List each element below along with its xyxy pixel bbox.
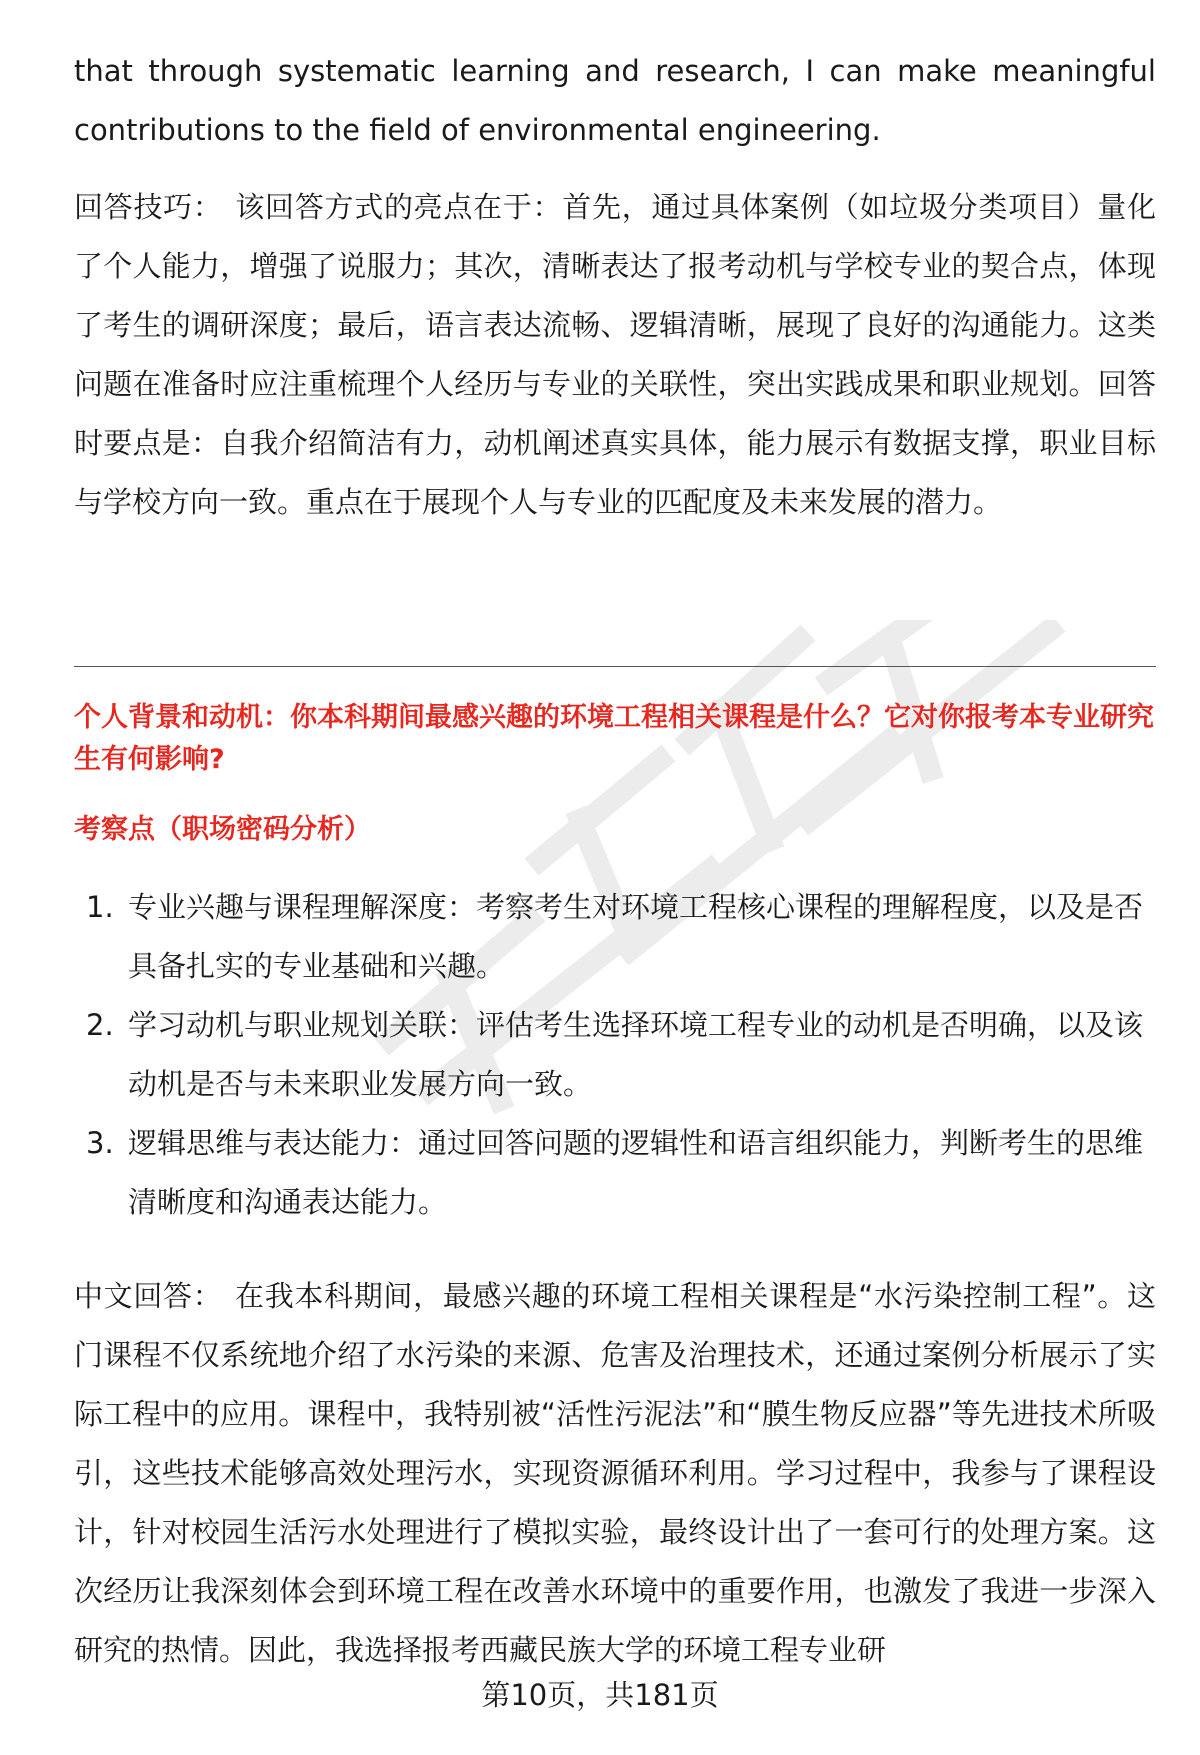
page-number-footer: 第10页，共181页 xyxy=(481,1678,719,1712)
list-item-text: 学习动机与职业规划关联：评估考生选择环境工程专业的动机是否明确，以及该动机是否与未来职业发展方向一致。 xyxy=(128,1008,1144,1101)
list-item xyxy=(74,996,1156,1114)
list-item-number: 3. xyxy=(86,1126,114,1160)
tips-label: 回答技巧： xyxy=(74,190,223,224)
exam-points-title: 考察点（职场密码分析） xyxy=(74,814,371,845)
list-item-number: 1. xyxy=(86,890,114,924)
answer-paragraph xyxy=(74,1267,1156,1680)
tips-paragraph xyxy=(74,178,1156,532)
question-title: 个人背景和动机：你本科期间最感兴趣的环境工程相关课程是什么？它对你报考本专业研究生有何影响? xyxy=(74,702,1154,775)
answer-text: 在我本科期间，最感兴趣的环境工程相关课程是“水污染控制工程”。这门课程不仅系统地介绍了水污染的来源、危害及治理技术，还通过案例分析展示了实际工程中的应用。课程中，我特别被“活性污泥法”和“膜生物反应器”等先进技术所吸引，这些技术能够高效处理污水，实现资源循环利用。学习过程中，我参与了课程设计，针对校园生活污水处理进行了模拟实验，最终设计出了一套可行的处理方案。这次经历让我深刻体会到环境工程在改善水环境中的重要作用，也激发了我进一步深入研究的热情。因此，我选择报考西藏民族大学的环境工程专业研 xyxy=(74,1279,1156,1667)
section-divider xyxy=(74,666,1156,667)
tips-text: 该回答方式的亮点在于：首先，通过具体案例（如垃圾分类项目）量化了个人能力，增强了说服力；其次，清晰表达了报考动机与学校专业的契合点，体现了考生的调研深度；最后，语言表达流畅、逻辑清晰，展现了良好的沟通能力。这类问题在准备时应注重梳理个人经历与专业的关联性，突出实践成果和职业规划。回答时要点是：自我介绍简洁有力，动机阐述真实具体，能力展示有数据支撑，职业目标与学校方向一致。重点在于展现个人与专业的匹配度及未来发展的潜力。 xyxy=(74,190,1156,519)
document-page xyxy=(74,0,1156,1755)
list-item xyxy=(74,878,1156,996)
list-item-text: 专业兴趣与课程理解深度：考察考生对环境工程核心课程的理解程度，以及是否具备扎实的专业基础和兴趣。 xyxy=(128,890,1144,983)
list-item xyxy=(74,1114,1156,1232)
intro-english-text: that through systematic learning and research, I can make meaningful contributions to the field of environmental engineering. xyxy=(74,54,1156,147)
exam-points-list xyxy=(74,878,1156,1232)
list-item-number: 2. xyxy=(86,1008,114,1042)
list-item-text: 逻辑思维与表达能力：通过回答问题的逻辑性和语言组织能力，判断考生的思维清晰度和沟通表达能力。 xyxy=(128,1126,1144,1219)
intro-english-paragraph xyxy=(74,42,1156,160)
answer-label: 中文回答： xyxy=(74,1279,223,1313)
